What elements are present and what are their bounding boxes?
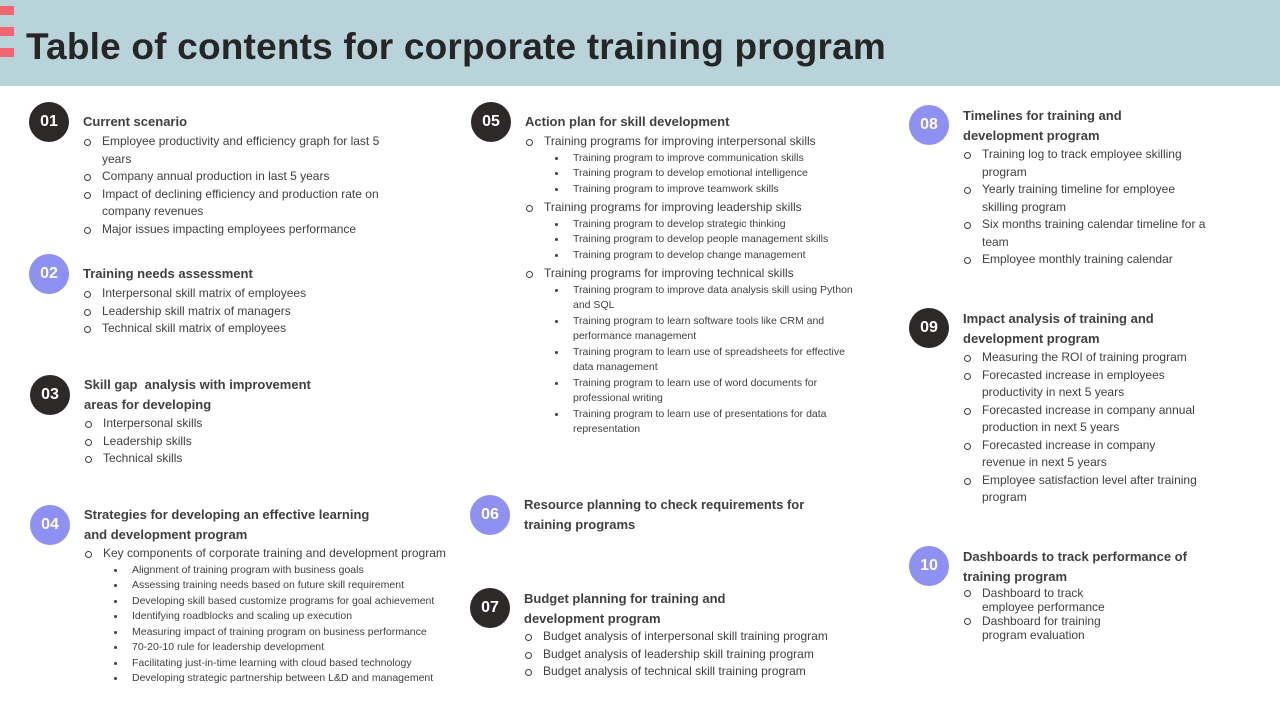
section-number-badge: 06 bbox=[470, 495, 510, 535]
dot-bullet-icon bbox=[555, 238, 558, 241]
sub-list-item-text: 70-20-10 rule for leadership development bbox=[132, 641, 325, 653]
sub-list-item bbox=[113, 625, 464, 641]
accent-stripe bbox=[0, 6, 14, 15]
sub-list-item bbox=[554, 283, 854, 314]
section-number-badge: 05 bbox=[471, 102, 511, 142]
section-items bbox=[524, 628, 864, 681]
list-item bbox=[524, 646, 864, 664]
list-item bbox=[525, 133, 875, 199]
list-item bbox=[963, 216, 1208, 251]
sub-list-item-text: Alignment of training program with business goals bbox=[132, 563, 364, 576]
circle-bullet-icon bbox=[964, 373, 971, 380]
dot-bullet-icon bbox=[114, 631, 117, 634]
list-item bbox=[963, 181, 1208, 216]
sub-list bbox=[544, 217, 875, 266]
list-item-text: Budget analysis of technical skill training program bbox=[543, 664, 806, 678]
circle-bullet-icon bbox=[964, 222, 971, 229]
list-item bbox=[963, 251, 1208, 269]
list-item-text: Company annual production in last 5 years bbox=[102, 169, 330, 183]
section-items bbox=[83, 285, 403, 338]
list-item bbox=[963, 437, 1198, 472]
sub-list-item bbox=[554, 407, 854, 438]
sub-list-item bbox=[554, 217, 875, 233]
sub-list-item bbox=[554, 151, 875, 167]
circle-bullet-icon bbox=[85, 456, 92, 463]
sub-list-item-text: Training program to learn use of presentations for data representation bbox=[573, 407, 827, 435]
section-number-badge: 01 bbox=[29, 102, 69, 142]
circle-bullet-icon bbox=[84, 309, 91, 316]
list-item-text: Employee monthly training calendar bbox=[982, 252, 1173, 266]
section-number-badge: 10 bbox=[909, 546, 949, 586]
circle-bullet-icon bbox=[526, 271, 533, 278]
section-number-badge: 03 bbox=[30, 375, 70, 415]
section-items bbox=[963, 349, 1198, 507]
section-heading: Strategies for developing an effective learning and development program bbox=[84, 507, 370, 542]
sub-list-item bbox=[554, 232, 875, 248]
sub-list-item bbox=[113, 640, 464, 656]
circle-bullet-icon bbox=[526, 139, 533, 146]
sub-list-item bbox=[113, 578, 464, 594]
list-item-text: Measuring the ROI of training program bbox=[982, 350, 1187, 364]
accent-stripe bbox=[0, 27, 14, 36]
sub-list-item bbox=[113, 609, 464, 625]
list-item bbox=[83, 320, 403, 338]
list-item-text: Leadership skills bbox=[103, 433, 192, 448]
section-heading: Impact analysis of training and development program bbox=[963, 311, 1154, 346]
circle-bullet-icon bbox=[84, 291, 91, 298]
list-item-text: Budget analysis of leadership skill training program bbox=[543, 646, 814, 661]
dot-bullet-icon bbox=[555, 172, 558, 175]
section-number-badge: 08 bbox=[909, 105, 949, 145]
circle-bullet-icon bbox=[84, 192, 91, 199]
list-item-text: Key components of corporate training and development program bbox=[103, 546, 446, 560]
circle-bullet-icon bbox=[964, 478, 971, 485]
circle-bullet-icon bbox=[964, 257, 971, 264]
section-heading: Dashboards to track performance of training program bbox=[963, 549, 1187, 584]
list-item-text: Major issues impacting employees performance bbox=[102, 221, 357, 236]
list-item-text: Dashboard for training program evaluation bbox=[982, 614, 1101, 642]
dot-bullet-icon bbox=[555, 351, 558, 354]
section-items bbox=[963, 586, 1118, 642]
list-item-text: Forecasted increase in company revenue in next 5 years bbox=[982, 437, 1156, 469]
list-item bbox=[83, 303, 403, 321]
section-heading: Budget planning for training and development program bbox=[524, 591, 726, 626]
list-item bbox=[525, 199, 875, 265]
list-item bbox=[84, 415, 384, 433]
sub-list-item-text: Training program to learn use of word documents for professional writing bbox=[573, 376, 818, 404]
dot-bullet-icon bbox=[555, 289, 558, 292]
sub-list-item bbox=[113, 656, 464, 672]
list-item bbox=[84, 433, 384, 451]
section-heading: Training needs assessment bbox=[83, 266, 253, 281]
list-item-text: Forecasted increase in company annual production in next 5 years bbox=[982, 402, 1195, 434]
sub-list-item bbox=[554, 314, 854, 345]
section-items bbox=[84, 415, 384, 468]
sub-list-item bbox=[554, 345, 854, 376]
dot-bullet-icon bbox=[114, 677, 117, 680]
list-item bbox=[83, 221, 403, 239]
dot-bullet-icon bbox=[555, 223, 558, 226]
list-item bbox=[963, 472, 1198, 507]
circle-bullet-icon bbox=[525, 652, 532, 659]
circle-bullet-icon bbox=[84, 174, 91, 181]
list-item bbox=[83, 168, 403, 186]
list-item-text: Dashboard to track employee performance bbox=[982, 586, 1105, 614]
list-item bbox=[963, 614, 1118, 642]
list-item bbox=[83, 285, 403, 303]
sub-list bbox=[544, 283, 854, 440]
section-number-badge: 02 bbox=[29, 254, 69, 294]
list-item bbox=[83, 186, 403, 221]
list-item-text: Training log to track employee skilling program bbox=[982, 147, 1182, 179]
dot-bullet-icon bbox=[555, 320, 558, 323]
section-heading: Skill gap analysis with improvement areas for developing bbox=[84, 377, 315, 412]
list-item-text: Interpersonal skills bbox=[103, 416, 203, 430]
sub-list-item-text: Developing strategic partnership between L&D and management bbox=[132, 672, 434, 684]
circle-bullet-icon bbox=[85, 439, 92, 446]
sub-list-item bbox=[554, 376, 854, 407]
list-item bbox=[963, 402, 1198, 437]
sub-list-item-text: Training program to improve teamwork skills bbox=[573, 182, 779, 195]
sub-list bbox=[544, 151, 875, 200]
list-item bbox=[84, 450, 384, 468]
list-item bbox=[963, 349, 1198, 367]
list-item bbox=[524, 628, 864, 646]
circle-bullet-icon bbox=[84, 227, 91, 234]
circle-bullet-icon bbox=[85, 551, 92, 558]
circle-bullet-icon bbox=[964, 443, 971, 450]
dot-bullet-icon bbox=[114, 662, 117, 665]
circle-bullet-icon bbox=[525, 634, 532, 641]
sub-list-item bbox=[554, 182, 875, 198]
circle-bullet-icon bbox=[964, 355, 971, 362]
dot-bullet-icon bbox=[555, 413, 558, 416]
section-heading: Resource planning to check requirements for training programs bbox=[524, 497, 805, 532]
list-item-text: Forecasted increase in employees productivity in next 5 years bbox=[982, 367, 1165, 399]
list-item-text: Yearly training timeline for employee skilling program bbox=[982, 182, 1175, 214]
sub-list-item-text: Training program to develop people management skills bbox=[573, 233, 829, 245]
list-item bbox=[524, 663, 864, 681]
section-heading: Current scenario bbox=[83, 114, 188, 129]
sub-list-item-text: Training program to learn software tools like CRM and performance management bbox=[573, 314, 825, 342]
sub-list-item-text: Identifying roadblocks and scaling up execution bbox=[132, 610, 353, 622]
section-heading: Timelines for training and development program bbox=[963, 108, 1122, 143]
section-items bbox=[83, 133, 403, 238]
dot-bullet-icon bbox=[114, 600, 117, 603]
list-item-text: Budget analysis of interpersonal skill training program bbox=[543, 629, 828, 643]
circle-bullet-icon bbox=[964, 590, 971, 597]
circle-bullet-icon bbox=[85, 421, 92, 428]
section-items bbox=[963, 146, 1208, 269]
sub-list-item-text: Measuring impact of training program on business performance bbox=[132, 625, 427, 638]
section-heading: Action plan for skill development bbox=[525, 114, 730, 129]
circle-bullet-icon bbox=[84, 326, 91, 333]
circle-bullet-icon bbox=[964, 618, 971, 625]
sub-list-item-text: Assessing training needs based on future skill requirement bbox=[132, 579, 404, 591]
dot-bullet-icon bbox=[114, 569, 117, 572]
list-item-text: Six months training calendar timeline for a team bbox=[982, 217, 1206, 249]
sub-list-item-text: Training program to develop emotional intelligence bbox=[573, 167, 808, 179]
section-number-badge: 07 bbox=[470, 588, 510, 628]
list-item-text: Training programs for improving leadership skills bbox=[544, 200, 802, 214]
dot-bullet-icon bbox=[114, 646, 117, 649]
list-item-text: Technical skill matrix of employees bbox=[102, 321, 287, 335]
list-item-text: Training programs for improving technical skills bbox=[544, 266, 794, 280]
dot-bullet-icon bbox=[555, 254, 558, 257]
dot-bullet-icon bbox=[555, 188, 558, 191]
page-title: Table of contents for corporate training program bbox=[26, 26, 886, 67]
list-item-text: Interpersonal skill matrix of employees bbox=[102, 286, 307, 300]
list-item-text: Impact of declining efficiency and production rate on company revenues bbox=[102, 186, 379, 218]
dot-bullet-icon bbox=[555, 382, 558, 385]
sub-list-item bbox=[113, 594, 464, 610]
circle-bullet-icon bbox=[526, 205, 533, 212]
list-item bbox=[83, 133, 403, 168]
list-item-text: Training programs for improving interpersonal skills bbox=[544, 134, 816, 148]
list-item-text: Employee productivity and efficiency graph for last 5 years bbox=[102, 134, 380, 166]
list-item bbox=[525, 265, 875, 440]
sub-list-item-text: Training program to develop change management bbox=[573, 248, 806, 261]
list-item bbox=[963, 586, 1118, 614]
circle-bullet-icon bbox=[964, 187, 971, 194]
circle-bullet-icon bbox=[525, 669, 532, 676]
sub-list-item-text: Training program to develop strategic thinking bbox=[573, 217, 786, 230]
list-item bbox=[963, 146, 1208, 181]
list-item bbox=[963, 367, 1198, 402]
sub-list-item-text: Facilitating just-in-time learning with cloud based technology bbox=[132, 656, 412, 669]
circle-bullet-icon bbox=[84, 139, 91, 146]
sub-list-item bbox=[113, 671, 464, 687]
list-item-text: Technical skills bbox=[103, 451, 183, 465]
section-items bbox=[525, 133, 875, 440]
circle-bullet-icon bbox=[964, 408, 971, 415]
list-item-text: Employee satisfaction level after training program bbox=[982, 472, 1197, 504]
dot-bullet-icon bbox=[114, 584, 117, 587]
sub-list-item-text: Training program to improve data analysis skill using Python and SQL bbox=[573, 283, 853, 311]
sub-list-item-text: Training program to improve communication skills bbox=[573, 151, 804, 164]
title-bar bbox=[0, 0, 1280, 86]
sub-list-item bbox=[554, 248, 875, 264]
section-items bbox=[84, 545, 464, 689]
list-item bbox=[84, 545, 464, 689]
dot-bullet-icon bbox=[555, 157, 558, 160]
sub-list bbox=[103, 563, 464, 689]
dot-bullet-icon bbox=[114, 615, 117, 618]
list-item-text: Leadership skill matrix of managers bbox=[102, 303, 291, 318]
section-number-badge: 09 bbox=[909, 308, 949, 348]
accent-stripe bbox=[0, 48, 14, 57]
sub-list-item bbox=[554, 166, 875, 182]
sub-list-item bbox=[113, 563, 464, 579]
section-number-badge: 04 bbox=[30, 505, 70, 545]
sub-list-item-text: Training program to learn use of spreadsheets for effective data management bbox=[573, 345, 845, 373]
circle-bullet-icon bbox=[964, 152, 971, 159]
sub-list-item-text: Developing skill based customize programs for goal achievement bbox=[132, 594, 435, 607]
